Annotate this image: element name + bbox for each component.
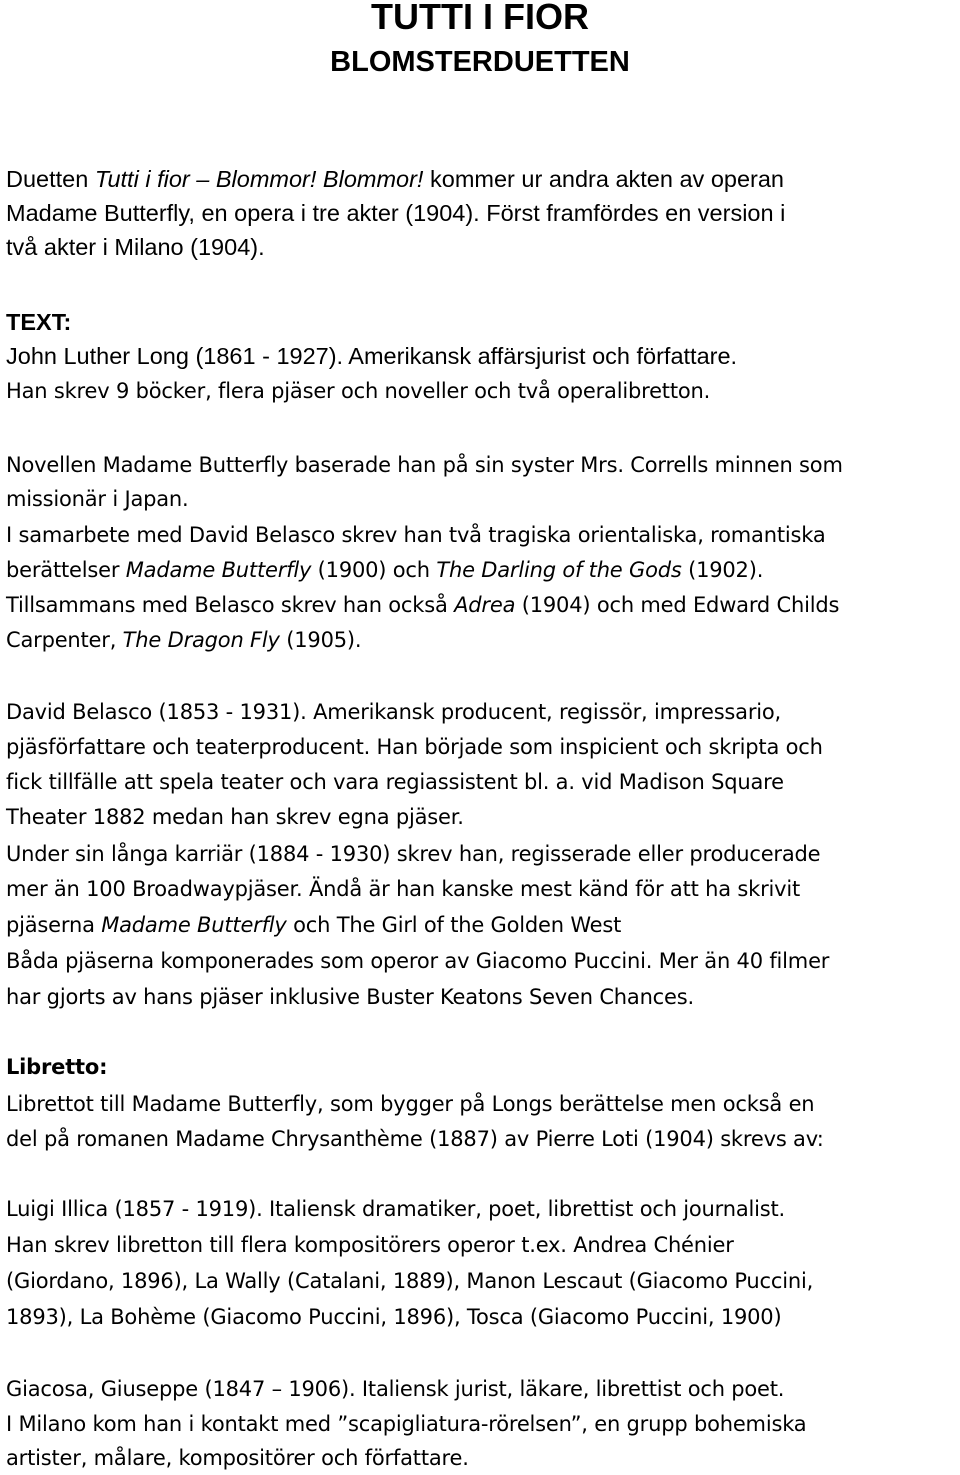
work-title: The Dragon Fly [122, 628, 280, 652]
text-span: och The Girl of the Golden West [286, 913, 622, 937]
illica-line-3: (Giordano, 1896), La Wally (Catalani, 1889), Manon Lescaut (Giacomo Puccini, [6, 1269, 814, 1293]
text-span: Carpenter, [6, 628, 123, 652]
text-section-line-4: missionär i Japan. [6, 487, 189, 511]
work-title: Adrea [454, 593, 516, 617]
text-span: pjäserna [6, 913, 102, 937]
text-span: (1902). [681, 558, 764, 582]
intro-text: Duetten [6, 166, 95, 192]
giacosa-line-3: artister, målare, kompositörer och författare. [6, 1446, 469, 1470]
work-title: Madame Butterfly [125, 558, 312, 582]
intro-line-3: två akter i Milano (1904). [6, 234, 265, 260]
text-span: Tillsammans med Belasco skrev han också [6, 593, 455, 617]
text-span: (1900) och [311, 558, 437, 582]
illica-line-4: 1893), La Bohème (Giacomo Puccini, 1896), Tosca (Giacomo Puccini, 1900) [6, 1305, 782, 1329]
belasco-line-6: mer än 100 Broadwaypjäser. Ändå är han kanske mest känd för att ha skrivit [6, 877, 801, 901]
text-section-line-3: Novellen Madame Butterfly baserade han på sin syster Mrs. Corrells minnen som [6, 453, 843, 477]
intro-line-2: Madame Butterfly, en opera i tre akter (1904). Först framfördes en version i [6, 200, 786, 226]
text-section-line-7 [6, 590, 839, 620]
work-title: Madame Butterfly [101, 913, 287, 937]
belasco-line-8: Båda pjäserna komponerades som operor av Giacomo Puccini. Mer än 40 filmer [6, 949, 830, 973]
illica-line-1: Luigi Illica (1857 - 1919). Italiensk dramatiker, poet, librettist och journalist. [6, 1197, 786, 1221]
text-span: (1904) och med Edward Childs [515, 593, 840, 617]
illica-line-2: Han skrev libretton till flera kompositörers operor t.ex. Andrea Chénier [6, 1233, 734, 1257]
page-subtitle: BLOMSTERDUETTEN [330, 46, 630, 78]
libretto-line-2: del på romanen Madame Chrysanthème (1887) av Pierre Loti (1904) skrevs av: [6, 1127, 824, 1151]
libretto-heading: Libretto: [6, 1055, 108, 1079]
text-section-line-1: John Luther Long (1861 - 1927). Amerikansk affärsjurist och författare. [6, 343, 738, 369]
belasco-line-9: har gjorts av hans pjäser inklusive Buster Keatons Seven Chances. [6, 985, 694, 1009]
work-title: The Darling of the Gods [436, 558, 682, 582]
page-title: TUTTI I FIOR [371, 0, 589, 37]
text-section-line-2: Han skrev 9 böcker, flera pjäser och noveller och två operalibretton. [6, 379, 711, 403]
libretto-line-1: Librettot till Madame Butterfly, som bygger på Longs berättelse men också en [6, 1092, 815, 1116]
text-section-line-8 [6, 625, 361, 655]
belasco-line-5: Under sin långa karriär (1884 - 1930) skrev han, regisserade eller producerade [6, 842, 821, 866]
intro-line-1 [6, 164, 784, 194]
belasco-line-7 [6, 910, 621, 940]
text-section-heading: TEXT: [6, 309, 72, 335]
giacosa-line-2: I Milano kom han i kontakt med ”scapigliatura-rörelsen”, en grupp bohemiska [6, 1412, 807, 1436]
text-span: berättelser [6, 558, 126, 582]
belasco-line-4: Theater 1882 medan han skrev egna pjäser. [6, 805, 464, 829]
text-section-line-5: I samarbete med David Belasco skrev han två tragiska orientaliska, romantiska [6, 523, 826, 547]
belasco-line-2: pjäsförfattare och teaterproducent. Han började som inspicient och skripta och [6, 735, 823, 759]
text-section-line-6 [6, 555, 763, 585]
intro-text: kommer ur andra akten av operan [423, 166, 784, 192]
belasco-line-1: David Belasco (1853 - 1931). Amerikansk producent, regissör, impressario, [6, 700, 782, 724]
text-span: (1905). [279, 628, 362, 652]
giacosa-line-1: Giacosa, Giuseppe (1847 – 1906). Italiensk jurist, läkare, librettist och poet. [6, 1377, 785, 1401]
intro-duet-title: Tutti i fior – Blommor! Blommor! [94, 166, 424, 192]
belasco-line-3: fick tillfälle att spela teater och vara regiassistent bl. a. vid Madison Square [6, 770, 784, 794]
